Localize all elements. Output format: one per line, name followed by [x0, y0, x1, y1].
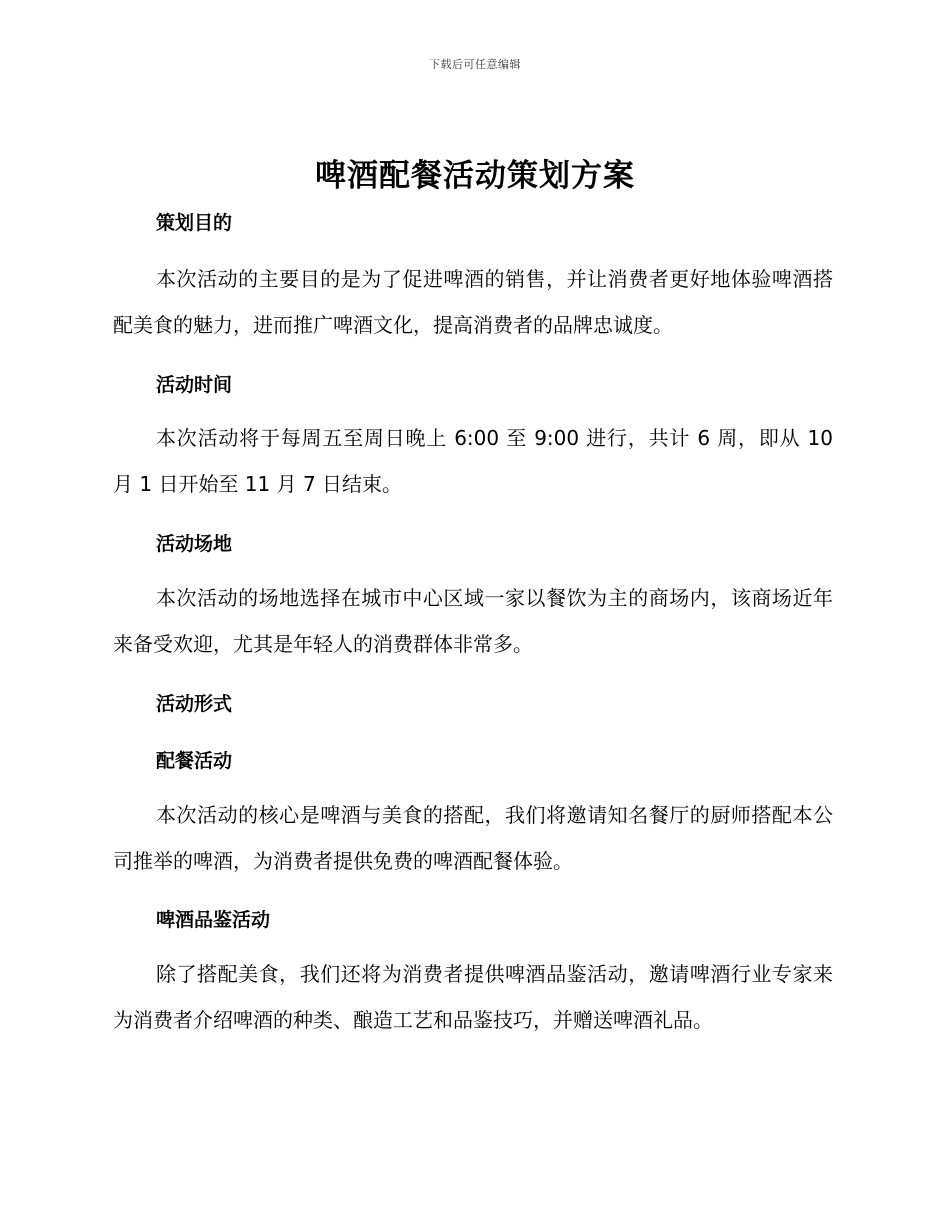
- section-heading-format: 活动形式: [156, 693, 233, 715]
- section-body-purpose: 本次活动的主要目的是为了促进啤酒的销售，并让消费者更好地体验啤酒搭配美食的魅力，进而推广啤酒文化，提高消费者的品牌忠诚度。: [113, 267, 833, 337]
- section-heading-pairing: 配餐活动: [156, 750, 233, 772]
- section-body-venue: 本次活动的场地选择在城市中心区域一家以餐饮为主的商场内，该商场近年来备受欢迎，尤其是年轻人的消费群体非常多。: [113, 586, 833, 656]
- header-note: 下载后可任意编辑: [429, 58, 521, 71]
- section-heading-purpose: 策划目的: [156, 212, 233, 234]
- section-heading-time: 活动时间: [156, 374, 233, 396]
- section-heading-venue: 活动场地: [156, 533, 233, 555]
- section-body-pairing: 本次活动的核心是啤酒与美食的搭配，我们将邀请知名餐厅的厨师搭配本公司推举的啤酒，为消费者提供免费的啤酒配餐体验。: [113, 803, 833, 873]
- section-body-tasting: 除了搭配美食，我们还将为消费者提供啤酒品鉴活动，邀请啤酒行业专家来为消费者介绍啤酒的种类、酿造工艺和品鉴技巧，并赠送啤酒礼品。: [113, 962, 833, 1032]
- section-heading-tasting: 啤酒品鉴活动: [156, 909, 271, 931]
- document-title: 啤酒配餐活动策划方案: [315, 158, 635, 194]
- section-body-time: 本次活动将于每周五至周日晚上 6:00 至 9:00 进行，共计 6 周，即从 10 月 1 日开始至 11 月 7 日结束。: [113, 426, 833, 496]
